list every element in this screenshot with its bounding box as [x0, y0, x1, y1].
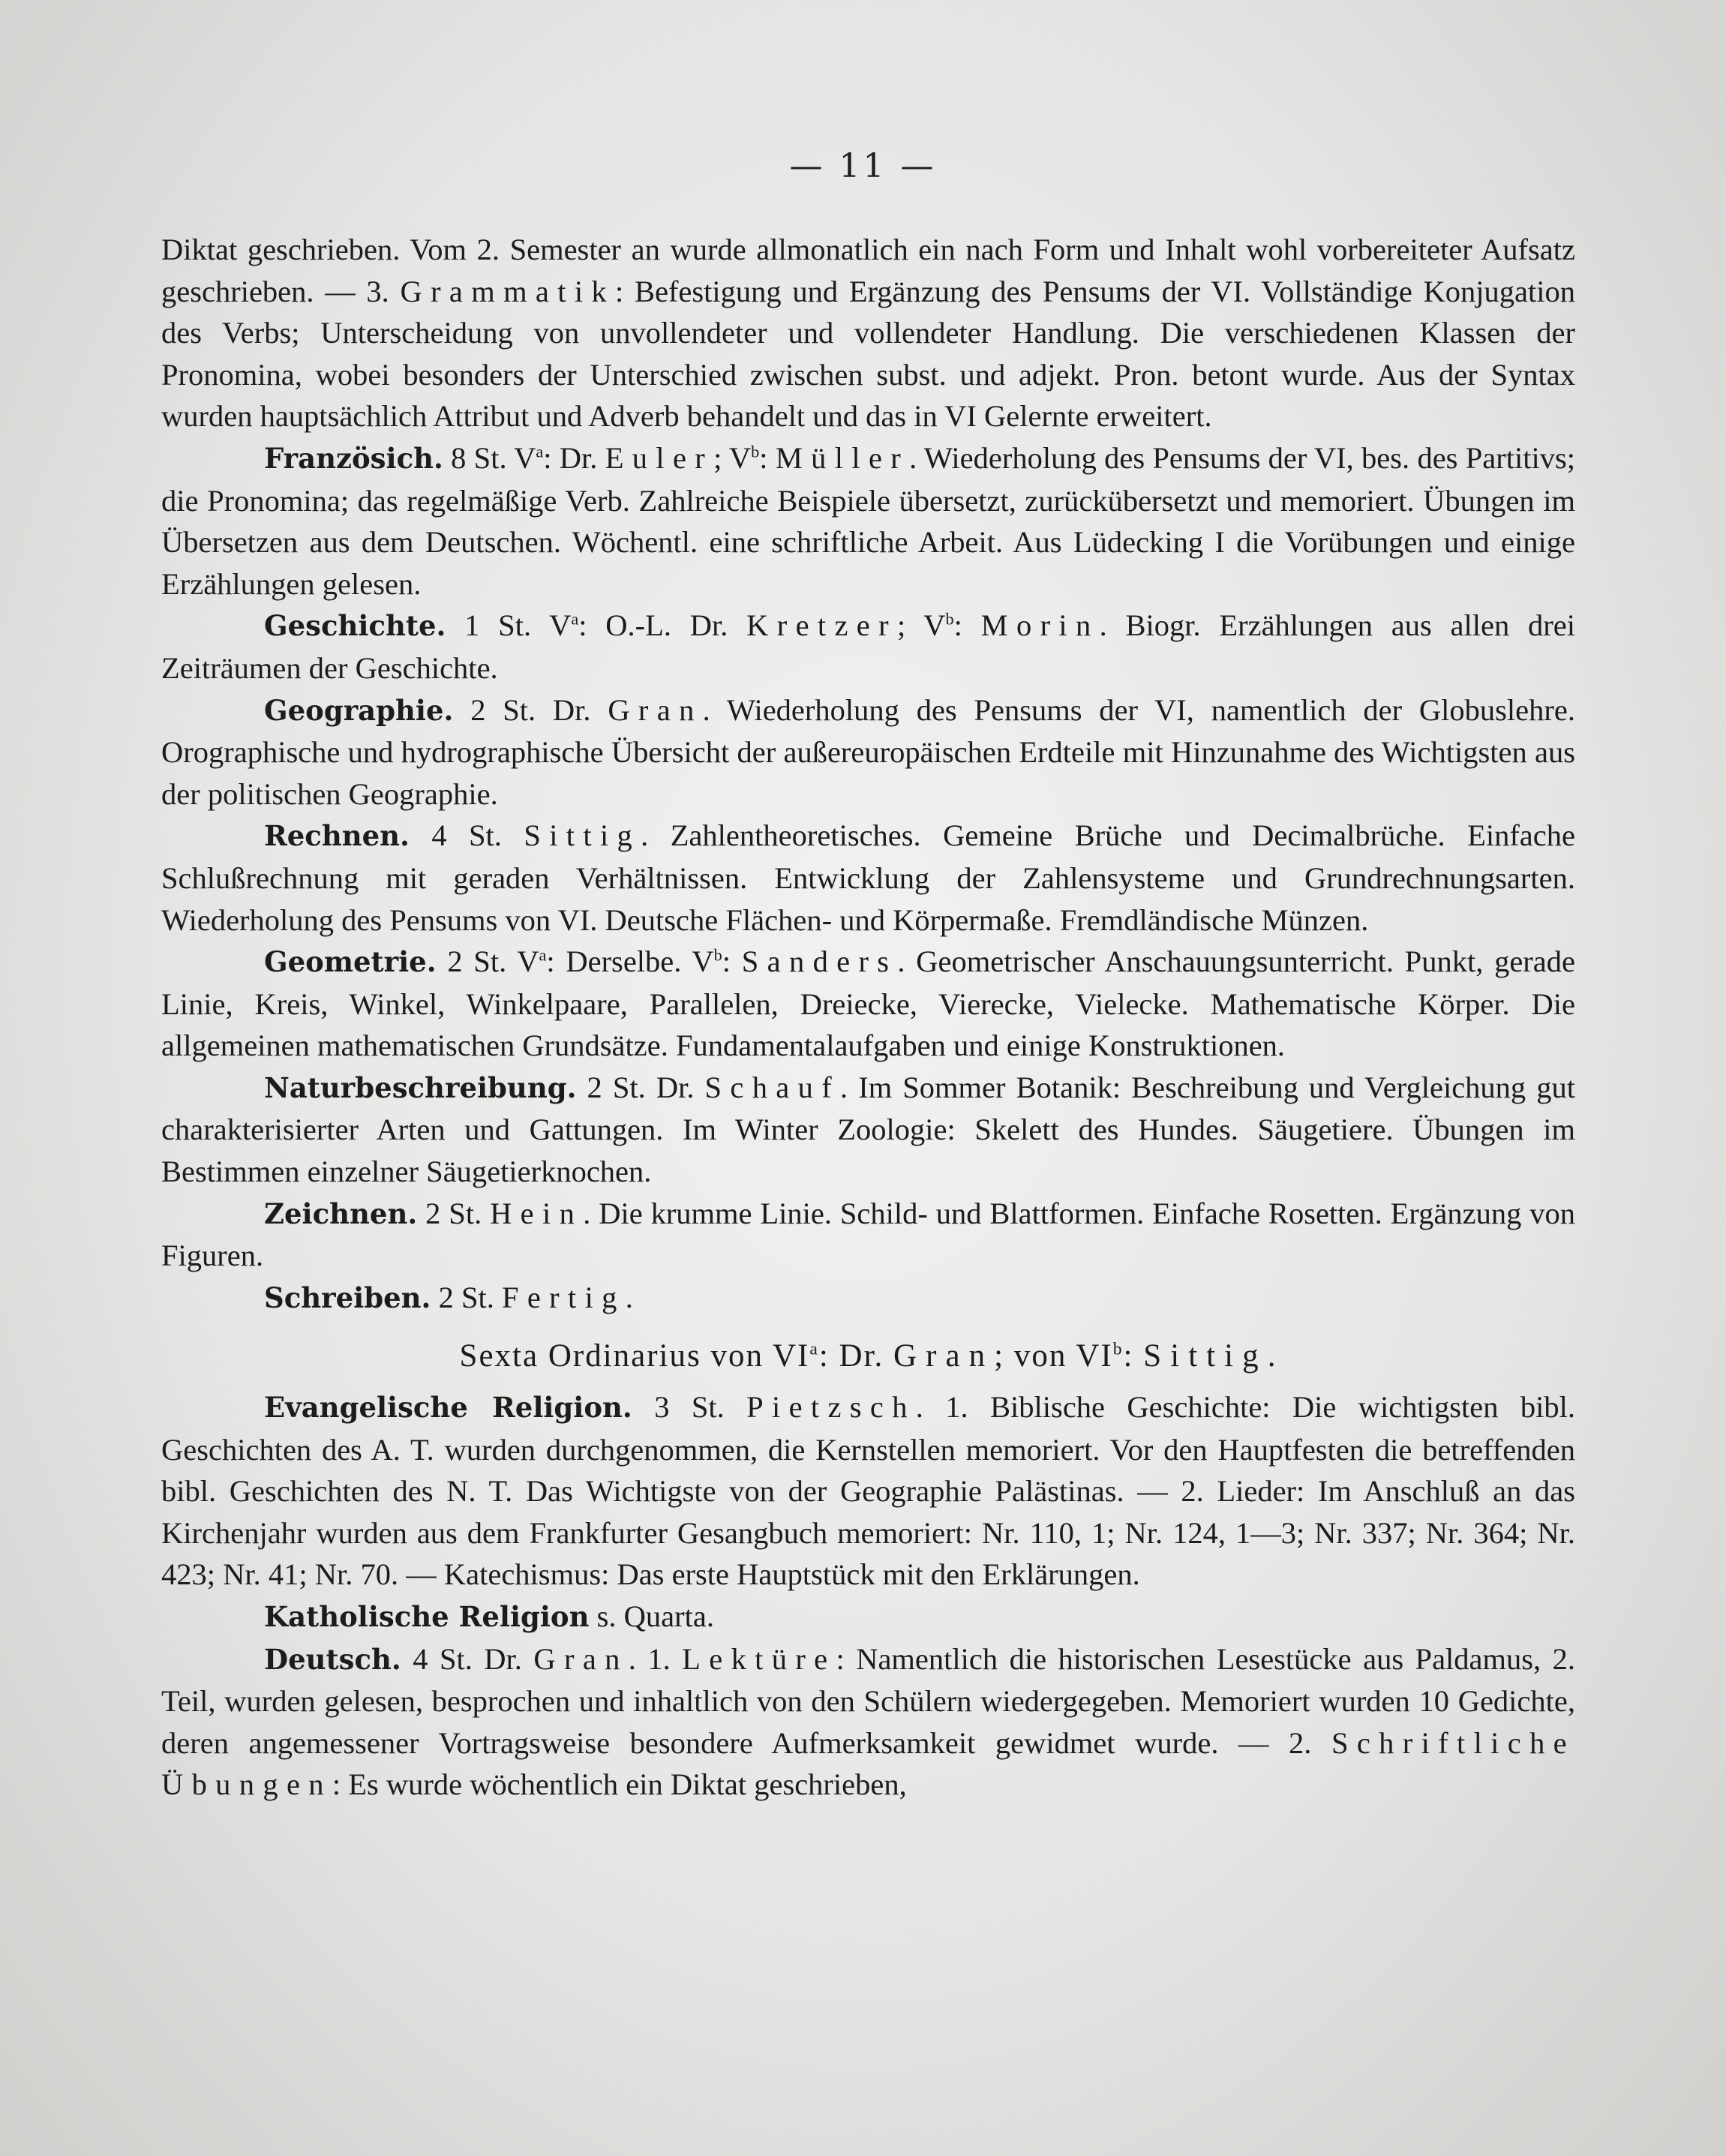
paragraph-deutsch [161, 1638, 1575, 1806]
paragraph-text: . Wiederholung des Pensums der VI, namentlich der Globuslehre. Orographische und hydrographische Übersicht der außereuropäischen Erdteile mit Hinzunahme des Wichtigsten aus der politischen Geographie. [161, 692, 1575, 811]
subject-heading: Französich. [264, 441, 443, 475]
paragraph-text: s. Quarta. [589, 1599, 714, 1633]
text-fragment: 8 St. V [443, 440, 536, 475]
text-fragment: : [1123, 1338, 1144, 1374]
subject-heading: Evangelische Religion. [264, 1391, 632, 1425]
text-fragment: Ordinarius von VI [539, 1338, 810, 1374]
teacher-name: Gran [893, 1338, 995, 1374]
text-fragment: 2 St. [431, 1280, 502, 1314]
subject-heading: Rechnen. [264, 819, 410, 853]
teacher-name: Sittig [524, 818, 641, 853]
paragraph-katholische-religion [161, 1596, 1575, 1638]
teacher-name: Sanders [741, 944, 898, 979]
subject-heading: Katholische Religion [264, 1600, 590, 1633]
teacher-name: Fertig [501, 1280, 626, 1314]
subsection-label: Lektüre [682, 1641, 836, 1676]
paragraph-geschichte [161, 605, 1575, 689]
paragraph-evangelische-religion [161, 1386, 1575, 1596]
superscript: b [945, 609, 954, 629]
subject-heading: Schreiben. [264, 1281, 431, 1314]
text-fragment: : Derselbe. V [546, 944, 714, 979]
teacher-name: Hein [490, 1196, 584, 1230]
superscript: a [571, 609, 579, 629]
teacher-name: Schauf [704, 1070, 841, 1104]
section-heading-sexta [161, 1335, 1575, 1377]
subsection-label: Schriftliche Übungen [161, 1725, 1575, 1802]
superscript: b [751, 442, 760, 461]
intro-text: Diktat geschrieben. Vom 2. Semester an wurde allmonatlich ein nach Form und Inhalt wohl vorbereiteter Aufsatz geschrieben. — 3. [161, 233, 1575, 308]
paragraph-text: . [625, 1280, 633, 1314]
superscript: a [536, 442, 544, 461]
paragraph-text: . Im Sommer Botanik: Beschreibung und Vergleichung gut charakterisierter Arten und Gattungen. Im Winter Zoologie: Skelett des Hundes. Säugetiere. Übungen im Bestimmen einzelner Säugetierknochen. [161, 1070, 1575, 1189]
paragraph-text: . 1. Biblische Geschichte: Die wichtigsten bibl. Geschichten des A. T. wurden durchgenommen, die Kernstellen memoriert. Vor den Hauptfesten die betreffenden bibl. Geschichten des N. T. Das Wichtigste von der Geographie Palästinas. — 2. Lieder: Im Anschluß an das Kirchenjahr wurden aus dem Frankfurter Gesangbuch memoriert: Nr. 110, 1; Nr. 124, 1—3; Nr. 337; Nr. 364; Nr. 423; Nr. 41; Nr. 70. — Katechismus: Das erste Hauptstück mit den Erklärungen. [161, 1390, 1576, 1592]
text-fragment: : Dr. [818, 1338, 894, 1374]
teacher-name: Kretzer [746, 608, 897, 643]
paragraph-schreiben [161, 1277, 1575, 1320]
text-fragment: . 1. [628, 1641, 683, 1676]
text-fragment: : [722, 944, 742, 979]
subject-heading: Naturbeschreibung. [264, 1070, 577, 1104]
paragraph-geographie [161, 689, 1575, 815]
paragraph-text: . Geometrischer Anschauungsunterricht. Punkt, gerade Linie, Kreis, Winkel, Winkelpaare, Parallelen, Dreiecke, Vierecke, Vielecke. Mathematische Körper. Die allgemeinen mathematischen Grundsätze. Fundamentalaufgaben und einige Konstruktionen. [161, 944, 1575, 1063]
text-fragment: 4 St. Dr. [401, 1641, 534, 1676]
paragraph-franzoesisch [161, 437, 1575, 605]
section-title: Sexta [459, 1338, 539, 1374]
subject-heading: Deutsch. [264, 1642, 401, 1676]
text-fragment: . [1267, 1338, 1277, 1374]
text-fragment: 1 St. V [446, 608, 572, 643]
text-fragment: : [759, 440, 776, 475]
subject-heading: Geschichte. [264, 609, 446, 643]
superscript: b [713, 945, 722, 965]
paragraph-rechnen [161, 815, 1575, 941]
paragraph-intro [161, 229, 1575, 437]
subject-heading: Zeichnen. [264, 1197, 418, 1230]
teacher-name: Sittig [1143, 1338, 1268, 1374]
text-fragment: 2 St. Dr. [453, 692, 608, 727]
superscript: a [539, 945, 547, 965]
body-text [161, 229, 1575, 1806]
text-fragment: : Namentlich die historischen Lesestücke aus Paldamus, 2. Teil, wurden gelesen, besprochen und inhaltlich von den Schülern wiedergegeben. Memoriert wurden 10 Gedichte, deren angemessener Vortragsweise besondere Aufmerksamkeit gewidmet wurde. — 2. [161, 1641, 1576, 1760]
teacher-name: Müller [775, 440, 910, 475]
text-fragment: : Es wurde wöchentlich ein Diktat geschrieben, [332, 1767, 907, 1802]
paragraph-geometrie [161, 941, 1575, 1067]
text-fragment: 2 St. Dr. [576, 1070, 705, 1104]
text-fragment: : [953, 608, 981, 643]
subject-heading: Geographie. [264, 693, 454, 727]
text-fragment: : Dr. [543, 440, 605, 475]
paragraph-zeichnen [161, 1193, 1575, 1277]
intro-rest: : Befestigung und Ergänzung des Pensums der VI. Vollständige Konjugation des Verbs; Unterscheidung von unvollendeter und vollendeter Handlung. Die verschiedenen Klassen der Pronomina, wobei besonders der Unterschied zwischen subst. und adjekt. Pron. betont wurde. Aus der Syntax wurden hauptsächlich Attribut und Adverb behandelt und das in VI Gelernte erweitert. [161, 274, 1576, 434]
subject-heading: Geometrie. [264, 945, 437, 979]
paragraph-text: . Wiederholung des Pensums der VI, bes. des Partitivs; die Pronomina; das regelmäßige Verb. Zahlreiche Beispiele übersetzt, zurückübersetzt und memoriert. Übungen im Übersetzen aus dem Deutschen. Wöchentl. eine schriftliche Arbeit. Aus Lüdecking I die Vorübungen und einige Erzählungen gelesen. [161, 440, 1575, 601]
text-fragment: ; V [713, 440, 752, 475]
intro-grammatik: Grammatik [400, 274, 616, 308]
teacher-name: Pietzsch [746, 1390, 916, 1425]
paragraph-text: . Biogr. Erzählungen aus allen drei Zeiträumen der Geschichte. [161, 608, 1575, 685]
text-fragment: ; von VI [994, 1338, 1113, 1374]
text-fragment: : O.-L. Dr. [578, 608, 747, 643]
text-fragment: 2 St. [417, 1196, 491, 1230]
text-fragment: 2 St. V [436, 944, 539, 979]
teacher-name: Morin [980, 608, 1100, 643]
teacher-name: Gran [608, 692, 703, 727]
text-fragment: 3 St. [632, 1390, 747, 1425]
teacher-name: Euler [605, 440, 714, 475]
paragraph-text: . Zahlentheoretisches. Gemeine Brüche und Decimalbrüche. Einfache Schlußrechnung mit geraden Verhältnissen. Entwicklung der Zahlensysteme und Grundrechnungsarten. Wiederholung des Pensums von VI. Deutsche Flächen- und Körpermaße. Fremdländische Münzen. [161, 818, 1575, 937]
paragraph-naturbeschreibung [161, 1067, 1575, 1193]
page-number: — 11 — [789, 147, 937, 185]
superscript: a [809, 1340, 819, 1360]
text-fragment: 4 St. [409, 818, 524, 853]
superscript: b [1112, 1340, 1124, 1360]
paragraph-text: . Die krumme Linie. Schild- und Blattformen. Einfache Rosetten. Ergänzung von Figuren. [161, 1196, 1576, 1273]
teacher-name: Gran [533, 1641, 629, 1676]
text-fragment: ; V [896, 608, 946, 643]
